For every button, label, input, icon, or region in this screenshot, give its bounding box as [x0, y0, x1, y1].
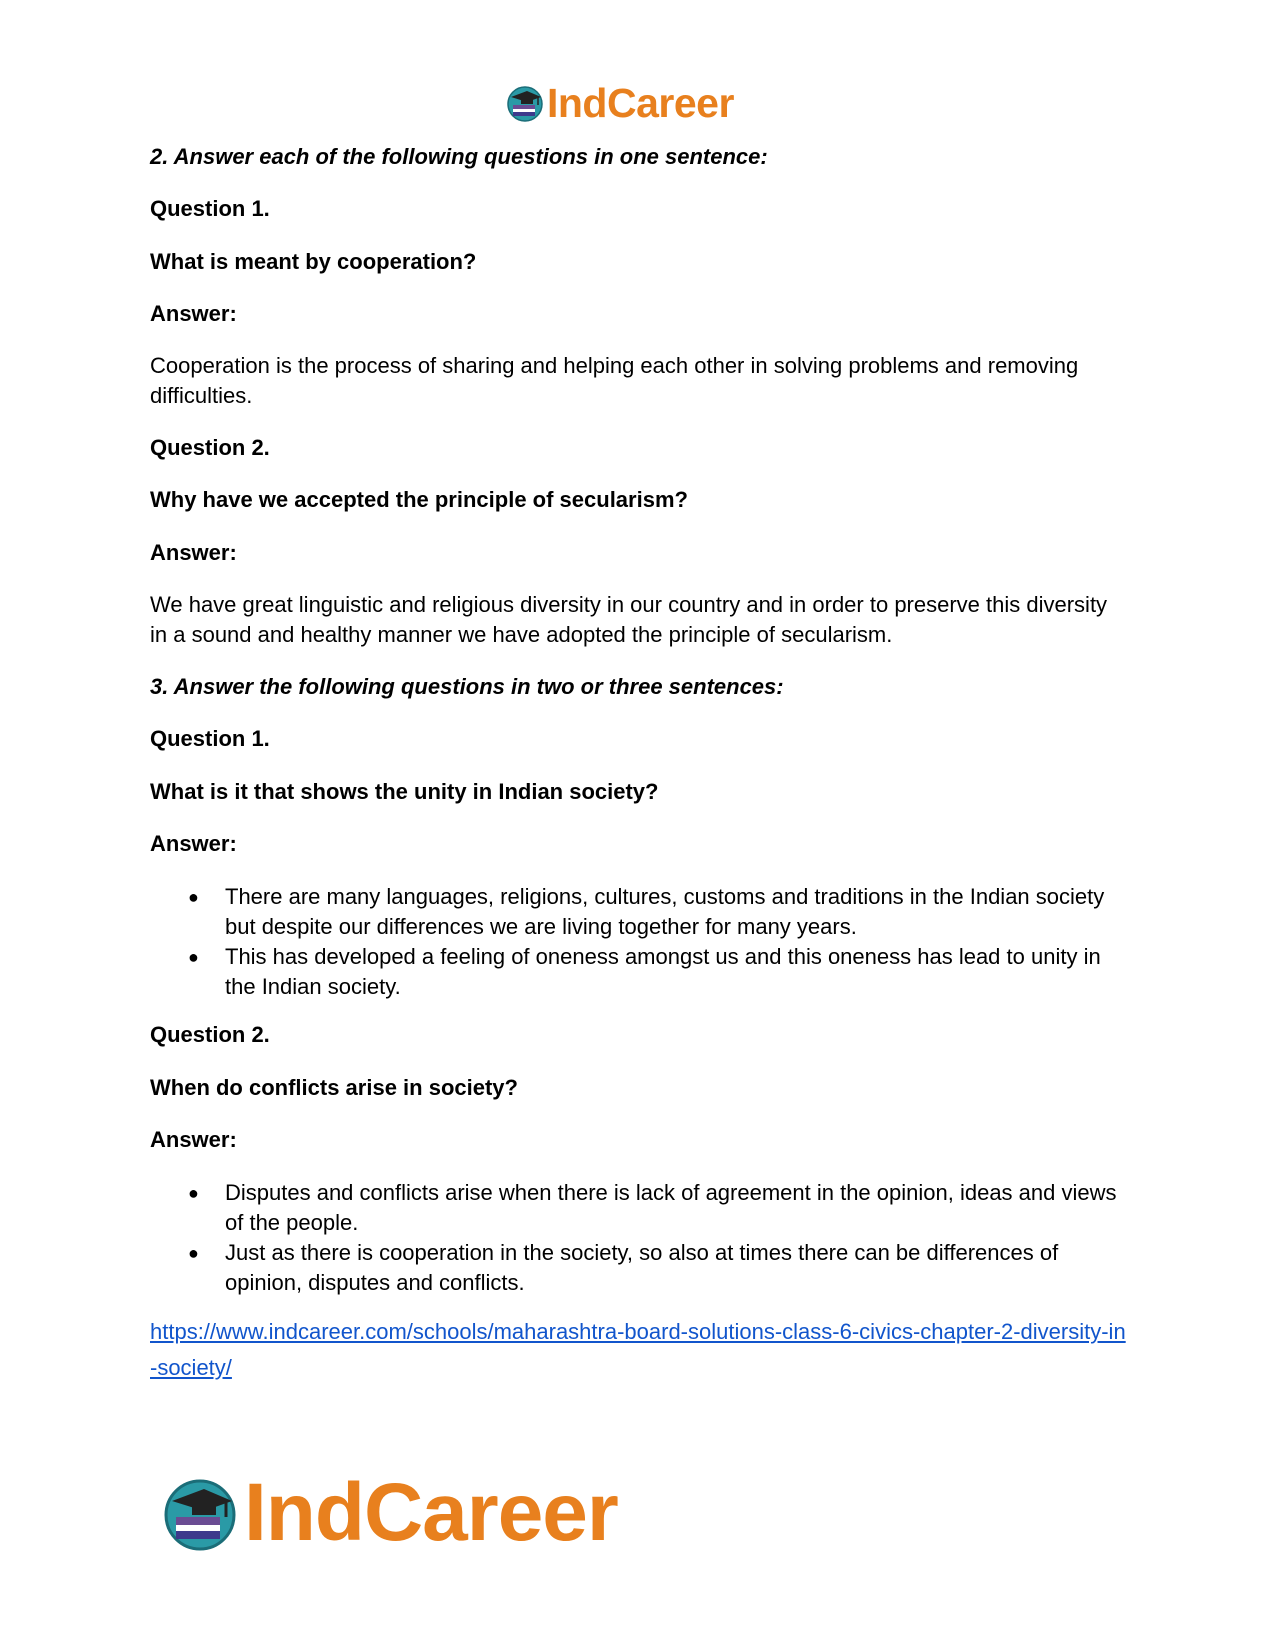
- section-3-answer-1-list: [150, 882, 1130, 1002]
- source-link[interactable]: https://www.indcareer.com/schools/maharashtra-board-solutions-class-6-civics-chapter-2-diversity-in-society/: [150, 1319, 1126, 1380]
- section-3-question-1-text: What is it that shows the unity in Indian society?: [150, 779, 659, 804]
- section-2-question-1-text: What is meant by cooperation?: [150, 249, 477, 274]
- footer-logo: [160, 1467, 618, 1558]
- section-2-question-1-label: Question 1.: [150, 196, 270, 221]
- section-2-answer-2-text: We have great linguistic and religious diversity in our country and in order to preserve this diversity in a sound and healthy manner we have adopted the principle of secularism.: [150, 592, 1108, 647]
- list-item: ● Disputes and conflicts arise when there is lack of agreement in the opinion, ideas and views of the people.: [188, 1180, 1117, 1235]
- bullet-icon: ●: [188, 947, 199, 967]
- section-2-question-2-text: Why have we accepted the principle of secularism?: [150, 487, 688, 512]
- bullet-icon: ●: [188, 887, 199, 907]
- section-3-question-1-label: Question 1.: [150, 726, 270, 751]
- section-3-answer-2-label: Answer:: [150, 1127, 237, 1152]
- section-2-heading: 2. Answer each of the following questions in one sentence:: [150, 144, 768, 169]
- header-logo: [505, 80, 734, 126]
- section-3-question-2-label: Question 2.: [150, 1022, 270, 1047]
- graduation-cap-book-globe-icon: [160, 1473, 240, 1553]
- list-item: ● Just as there is cooperation in the society, so also at times there can be differences of opinion, disputes and conflicts.: [188, 1240, 1059, 1295]
- section-3-heading: 3. Answer the following questions in two or three sentences:: [150, 674, 784, 699]
- bullet-icon: ●: [188, 1183, 199, 1203]
- graduation-cap-book-globe-icon: [505, 83, 545, 123]
- section-3-answer-1-label: Answer:: [150, 831, 237, 856]
- section-3-answer-2-list: [150, 1178, 1130, 1298]
- section-2-question-2-label: Question 2.: [150, 435, 270, 460]
- section-2-answer-2-label: Answer:: [150, 540, 237, 565]
- list-item: ● There are many languages, religions, cultures, customs and traditions in the Indian society but despite our differences we are living together for many years.: [188, 884, 1105, 939]
- section-2-answer-1-label: Answer:: [150, 301, 237, 326]
- list-item: ● This has developed a feeling of oneness amongst us and this oneness has lead to unity in the Indian society.: [188, 944, 1101, 999]
- source-link-container: [150, 1314, 1130, 1386]
- bullet-icon: ●: [188, 1243, 199, 1263]
- section-2-answer-1-text: Cooperation is the process of sharing and helping each other in solving problems and removing difficulties.: [150, 353, 1079, 408]
- section-3-question-2-text: When do conflicts arise in society?: [150, 1075, 518, 1100]
- logo-wordmark: IndCareer: [547, 79, 734, 126]
- logo-wordmark: IndCareer: [244, 1467, 618, 1558]
